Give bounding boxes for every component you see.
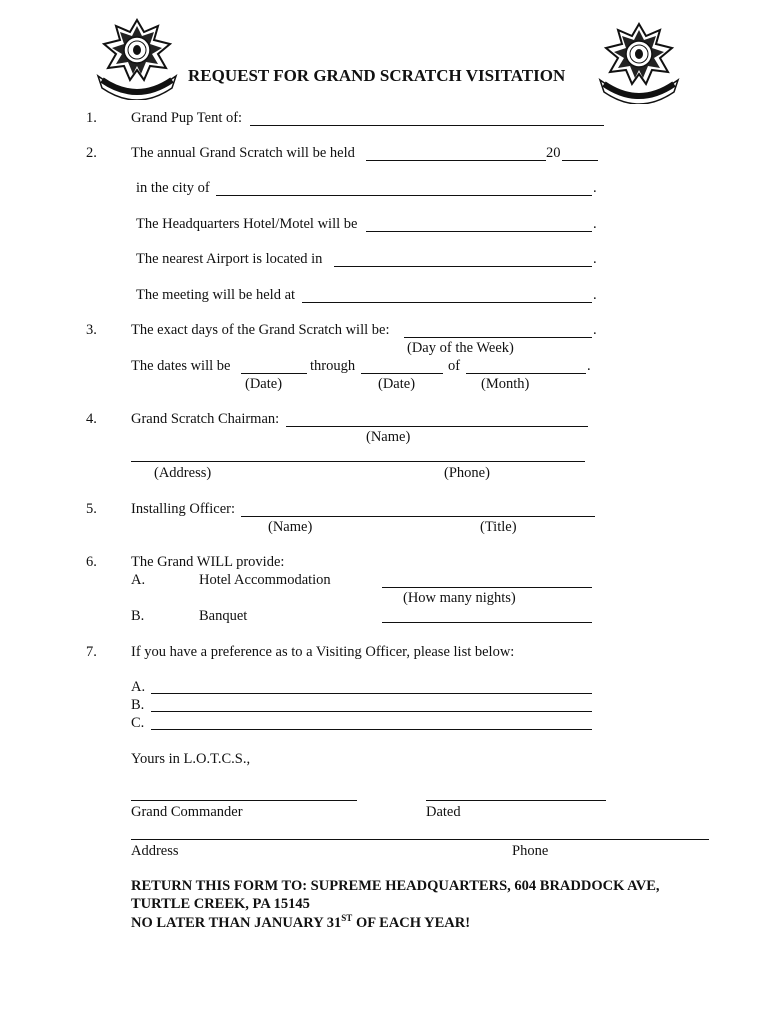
exact-days-period: . [593,322,597,338]
deadline-suffix: ST [341,913,353,923]
banquet-field[interactable] [382,622,592,623]
chairman-name-caption: (Name) [366,429,411,445]
grand-commander-label: Grand Commander [131,804,243,820]
address-caption: (Address) [154,465,212,481]
city-label: in the city of [136,180,210,196]
preference-a-field[interactable] [151,693,592,694]
dated-field[interactable] [426,800,606,801]
scratch-date-field[interactable] [366,160,546,161]
how-many-nights-caption: (How many nights) [403,590,516,606]
address-phone-field[interactable] [131,839,709,840]
year-prefix: 20 [546,145,561,161]
deadline-text: NO LATER THAN JANUARY 31 [131,914,342,931]
preference-c-field[interactable] [151,729,592,730]
day-of-week-caption: (Day of the Week) [407,340,514,356]
option-b-letter: B. [131,608,145,624]
item-number-4: 4. [86,411,97,427]
dates-period: . [587,358,591,374]
scratch-held-label: The annual Grand Scratch will be held [131,145,355,161]
of-label: of [448,358,461,374]
month-field[interactable] [466,373,586,374]
item-number-1: 1. [86,110,97,126]
airport-period: . [593,251,597,267]
return-instructions-line2: TURTLE CREEK, PA 15145 [131,896,310,912]
grand-provide-label: The Grand WILL provide: [131,554,285,570]
hotel-accommodation-label: Hotel Accommodation [199,572,331,588]
officer-name-caption: (Name) [268,519,313,535]
return-instructions-line1: RETURN THIS FORM TO: SUPREME HEADQUARTERS, 604 BRADDOCK AVE, [131,878,660,894]
hotel-field[interactable] [366,231,592,232]
meeting-period: . [593,287,597,303]
start-date-caption: (Date) [245,376,283,392]
meeting-field[interactable] [302,302,592,303]
preference-b-letter: B. [131,697,145,713]
pup-tent-label: Grand Pup Tent of: [131,110,243,126]
option-a-letter: A. [131,572,146,588]
meeting-label: The meeting will be held at [136,287,296,303]
item-number-3: 3. [86,322,97,338]
item-number-7: 7. [86,644,97,660]
preference-c-letter: C. [131,715,145,731]
dated-label: Dated [426,804,461,820]
item-number-6: 6. [86,554,97,570]
preference-a-letter: A. [131,679,146,695]
chairman-address-phone-field[interactable] [131,461,585,462]
city-period: . [593,180,597,196]
preference-b-field[interactable] [151,711,592,712]
start-date-field[interactable] [241,373,307,374]
hotel-nights-field[interactable] [382,587,592,588]
deadline-tail: OF EACH YEAR! [352,914,471,931]
return-deadline [131,913,470,932]
phone-caption: (Phone) [444,465,490,481]
officer-title-caption: (Title) [480,519,517,535]
end-date-field[interactable] [361,373,443,374]
item-number-2: 2. [86,145,97,161]
honor-degree-seal-right [594,22,684,104]
item-number-5: 5. [86,501,97,517]
airport-field[interactable] [334,266,592,267]
installing-officer-label: Installing Officer: [131,501,236,517]
city-field[interactable] [216,195,592,196]
airport-label: The nearest Airport is located in [136,251,323,267]
year-field[interactable] [562,160,598,161]
honor-degree-seal-left [92,18,182,100]
grand-commander-signature-field[interactable] [131,800,357,801]
banquet-label: Banquet [199,608,248,624]
phone-label: Phone [512,843,549,859]
form-title: REQUEST FOR GRAND SCRATCH VISITATION [188,66,566,85]
chairman-label: Grand Scratch Chairman: [131,411,280,427]
hotel-label: The Headquarters Hotel/Motel will be [136,216,358,232]
dates-label: The dates will be [131,358,231,374]
end-date-caption: (Date) [378,376,416,392]
visiting-officer-label: If you have a preference as to a Visiting Officer, please list below: [131,644,515,660]
address-label: Address [131,843,179,859]
installing-officer-field[interactable] [241,516,595,517]
month-caption: (Month) [481,376,530,392]
hotel-period: . [593,216,597,232]
pup-tent-field[interactable] [250,125,604,126]
through-label: through [310,358,356,374]
chairman-name-field[interactable] [286,426,588,427]
exact-days-field[interactable] [404,337,592,338]
exact-days-label: The exact days of the Grand Scratch will be: [131,322,390,338]
yours-in-lotcs: Yours in L.O.T.C.S., [131,751,251,767]
